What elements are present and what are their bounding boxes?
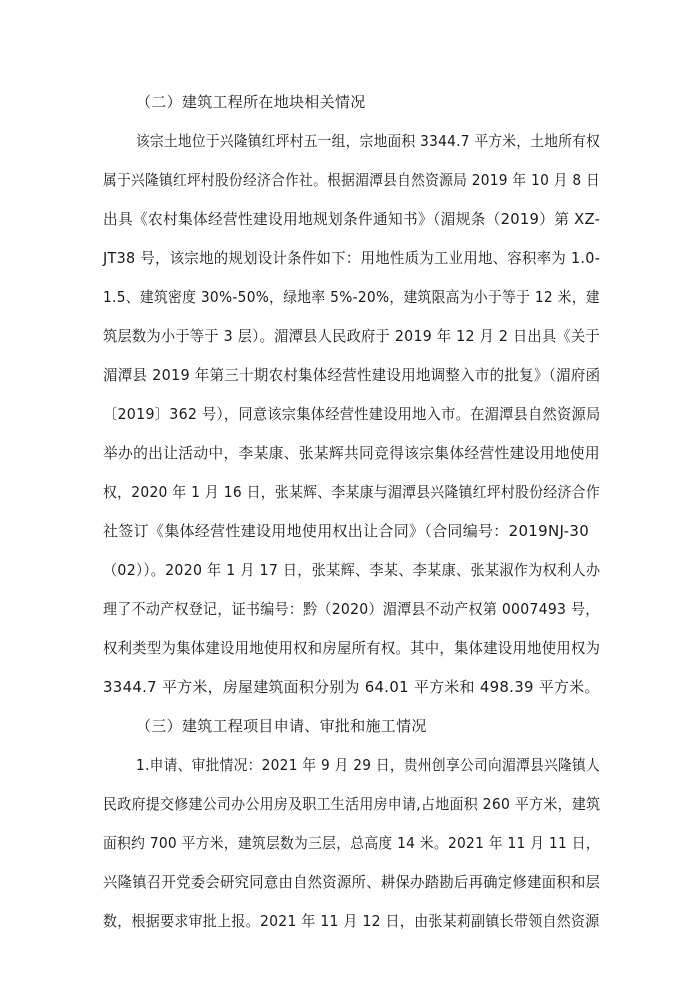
paragraph-line: JT38 号，该宗地的规划设计条件如下：用地性质为工业用地、容积率为 1.0- [103, 249, 601, 267]
paragraph-line: 湄潭县 2019 年第三十期农村集体经营性建设用地调整入市的批复》（湄府函 [103, 366, 601, 384]
paragraph-line: 筑层数为小于等于 3 层）。湄潭县人民政府于 2019 年 12 月 2 日出具《关于 [103, 327, 600, 345]
paragraph-line: 理了不动产权登记，证书编号：黔（2020）湄潭县不动产权第 0007493 号， [103, 600, 600, 618]
paragraph-line: 数，根据要求审批上报。2021 年 11 月 12 日，由张某莉副镇长带领自然资源 [103, 912, 600, 930]
paragraph-line: 1.5、建筑密度 30%-50%，绿地率 5%-20%，建筑限高为小于等于 12 米，建 [103, 288, 600, 306]
paragraph-line: 权，2020 年 1 月 16 日，张某辉、李某康与湄潭县兴隆镇红坪村股份经济合作 [103, 483, 600, 501]
section-heading-3: （三）建筑工程项目申请、审批和施工情况 [136, 717, 427, 735]
paragraph-line: （02））。2020 年 1 月 17 日，张某辉、李某、李某康、张某淑作为权利人办 [103, 561, 601, 579]
paragraph-line: 出具《农村集体经营性建设用地规划条件通知书》（湄规条（2019）第 XZ- [103, 210, 601, 228]
paragraph-line: 权利类型为集体建设用地使用权和房屋所有权。其中，集体建设用地使用权为 [103, 639, 601, 657]
paragraph-line: 面积约 700 平方米，建筑层数为三层，总高度 14 米。2021 年 11 月 11 日， [103, 834, 600, 852]
paragraph-line: 民政府提交修建公司办公用房及职工生活用房申请,占地面积 260 平方米，建筑 [103, 795, 601, 813]
paragraph-line: 〔2019〕362 号），同意该宗集体经营性建设用地入市。在湄潭县自然资源局 [103, 405, 601, 423]
paragraph-line: 举办的出让活动中，李某康、张某辉共同竞得该宗集体经营性建设用地使用 [103, 444, 600, 462]
paragraph-line: 社签订《集体经营性建设用地使用权出让合同》（合同编号：2019NJ-30 [103, 522, 590, 540]
paragraph-line: 该宗土地位于兴隆镇红坪村五一组，宗地面积 3344.7 平方米，土地所有权 [136, 132, 601, 150]
paragraph-line: 兴隆镇召开党委会研究同意由自然资源所、耕保办踏勘后再确定修建面积和层 [103, 873, 601, 891]
paragraph-line: 3344.7 平方米，房屋建筑面积分别为 64.01 平方米和 498.39 平方米。 [103, 678, 600, 696]
paragraph-line: 属于兴隆镇红坪村股份经济合作社。根据湄潭县自然资源局 2019 年 10 月 8 日 [103, 171, 601, 189]
section-heading-2: （二）建筑工程所在地块相关情况 [136, 93, 366, 111]
paragraph-line: 1.申请、审批情况：2021 年 9 月 29 日，贵州创享公司向湄潭县兴隆镇人 [136, 756, 600, 774]
